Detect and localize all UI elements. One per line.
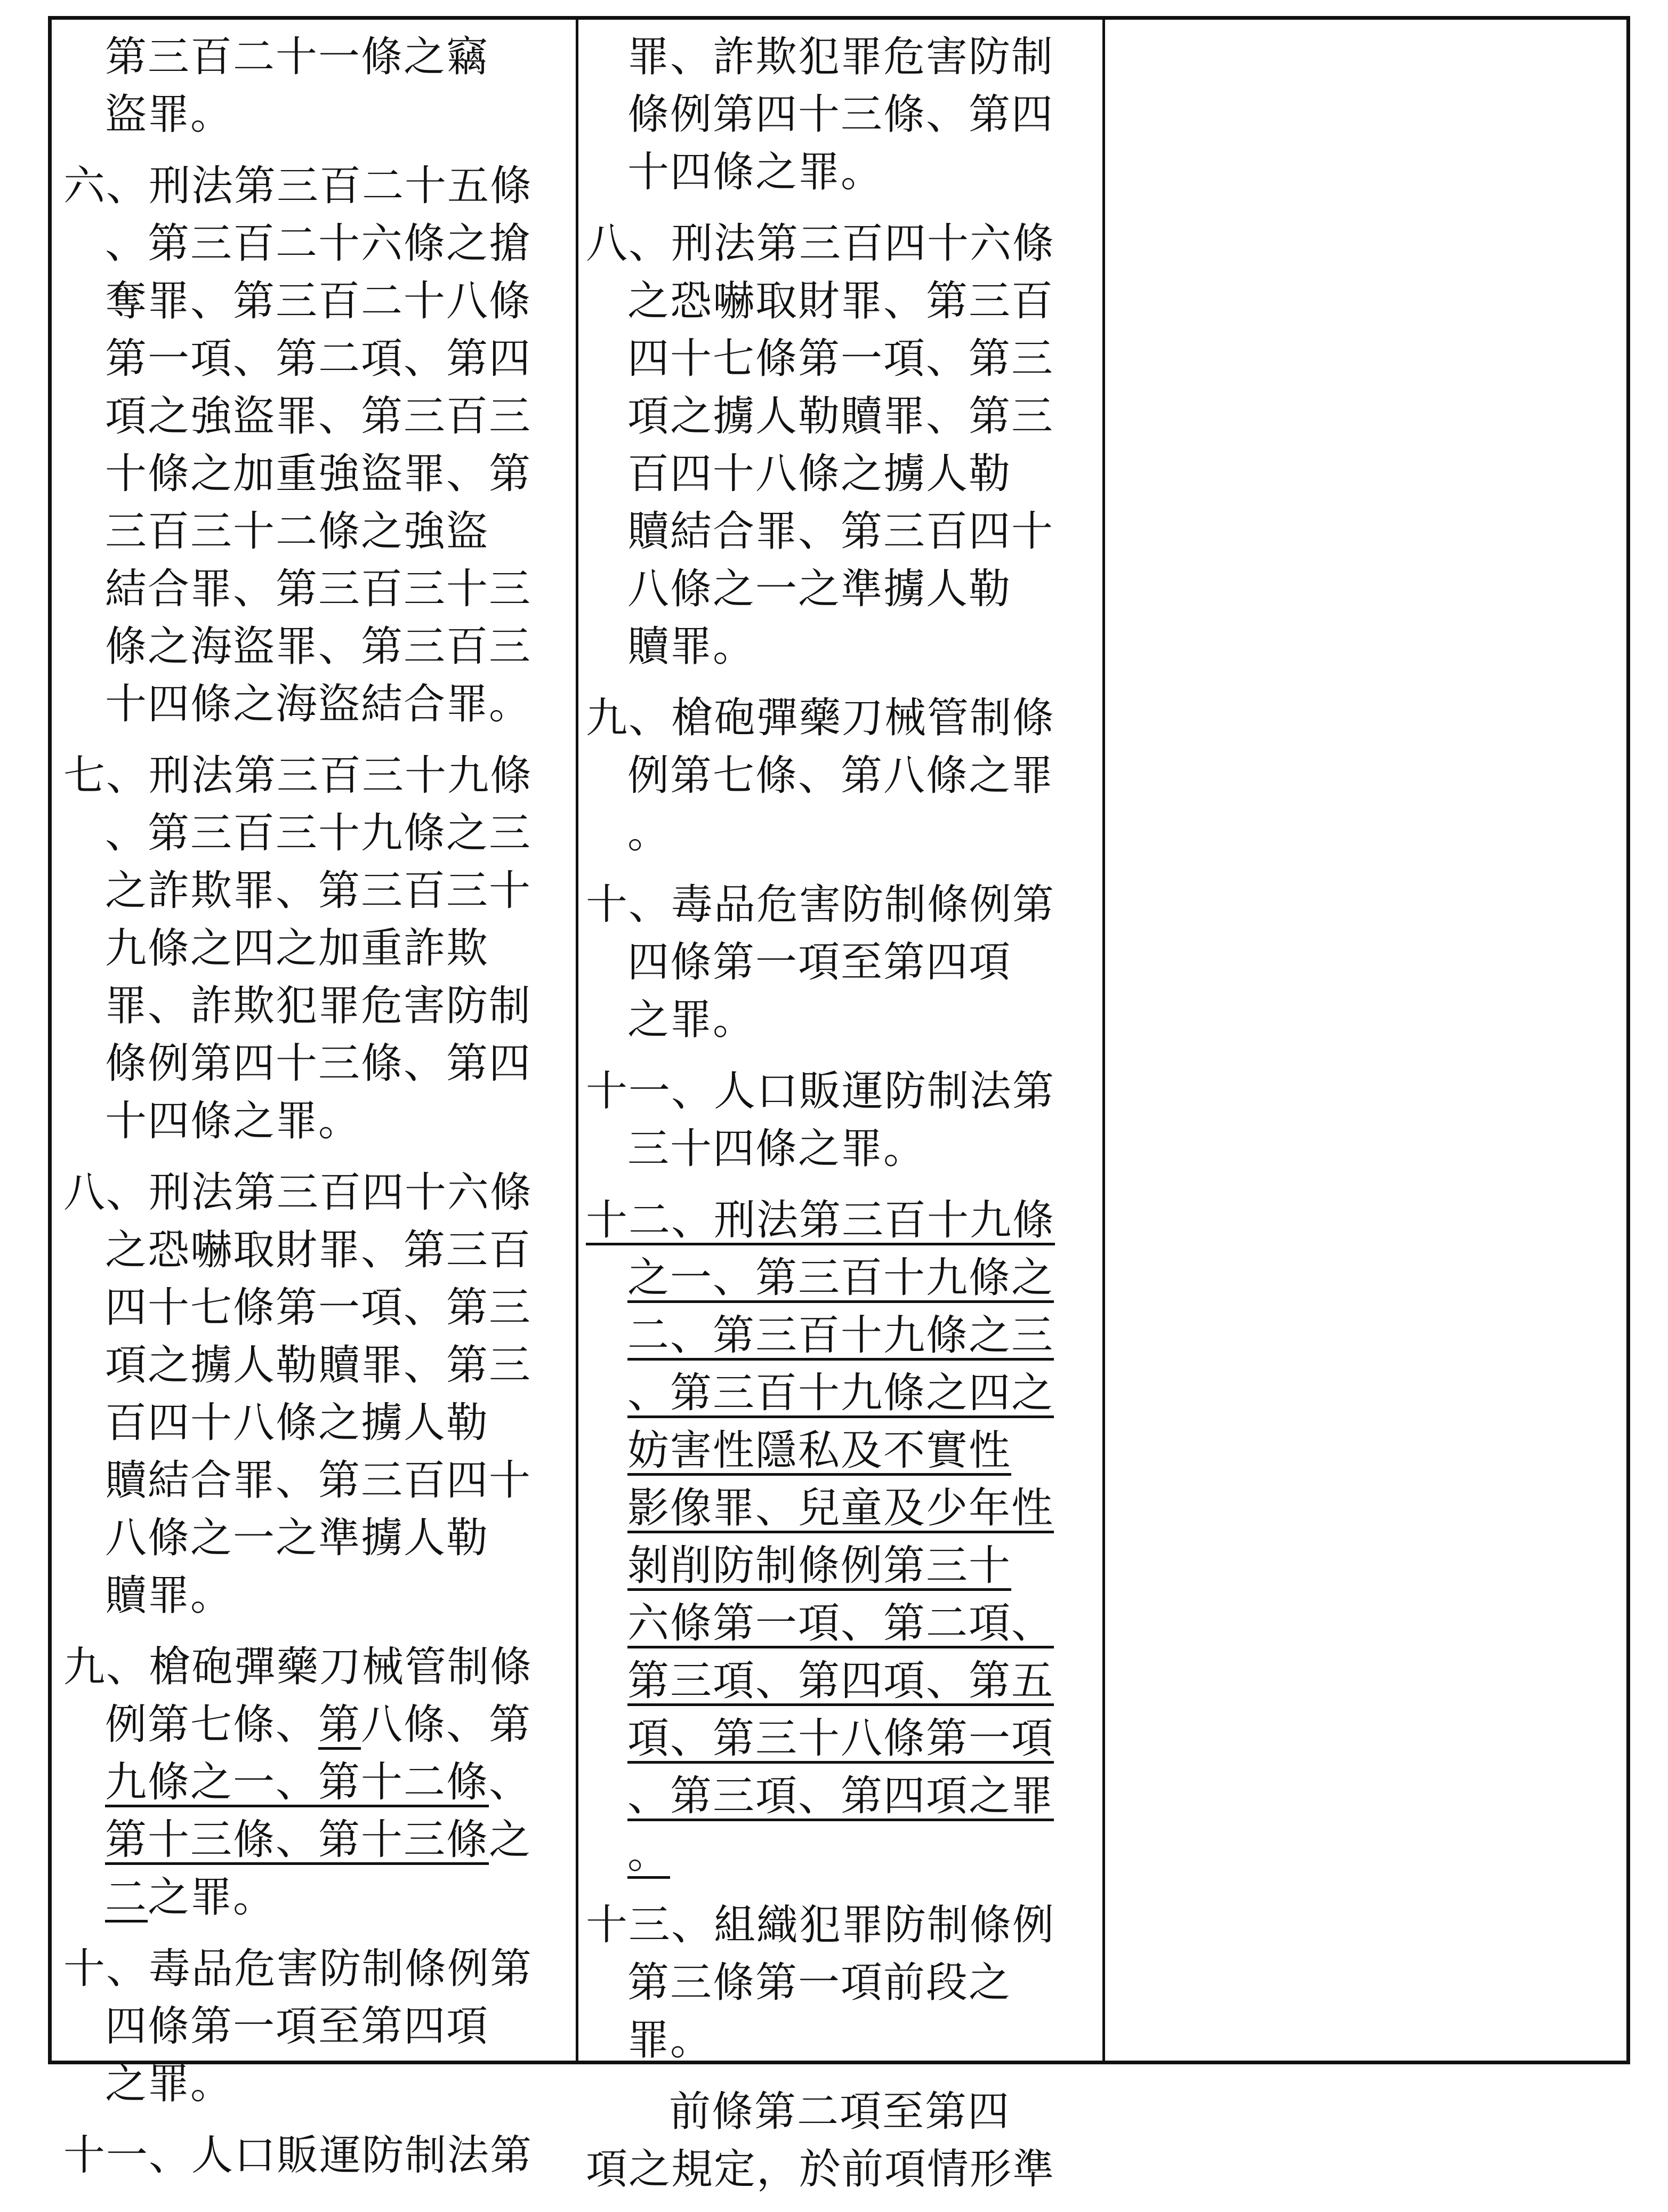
- text-line: 四十七條第一項、第三: [105, 1284, 532, 1332]
- list-item: [105, 28, 499, 143]
- text-line: 項之規定，於前項情形準: [586, 2145, 1055, 2193]
- text-line: 八條之一之準擄人勒: [105, 1514, 489, 1562]
- text-line: 項之擄人勒贖罪、第三: [105, 1341, 532, 1389]
- text-line: [627, 1537, 1022, 1595]
- list-item: [586, 215, 1055, 675]
- text-line: [627, 1710, 1054, 1767]
- text-line: [627, 1652, 1054, 1710]
- list-item: [586, 876, 1055, 1049]
- list-item: [63, 157, 533, 733]
- text-line: [627, 1767, 1054, 1825]
- right-column-empty: [1105, 20, 1626, 2061]
- text-line: [627, 1364, 1054, 1422]
- text-line: 項之強盜罪、第三百三: [105, 392, 532, 440]
- text-line: 結合罪、第三百三十三: [105, 565, 532, 613]
- amended-text: 第: [318, 1701, 361, 1749]
- text-line: 十四條之罪。: [105, 1097, 361, 1145]
- text-line: 項之擄人勒贖罪、第三: [627, 392, 1054, 440]
- text-line: 十、毒品危害防制條例第: [586, 881, 1055, 929]
- middle-column-text: [586, 28, 1055, 2212]
- text-line: 。: [627, 809, 671, 857]
- text-line: 四條第一項至第四項: [105, 2002, 489, 2050]
- text-line: 九、槍砲彈藥刀械管制條: [63, 1643, 533, 1691]
- text-line: 百四十八條之擄人勒: [105, 1399, 489, 1447]
- text-line: 贖結合罪、第三百四十: [105, 1457, 532, 1505]
- text-line: 贖罪。: [627, 623, 756, 671]
- amended-text: 十二、刑法第三百十九條: [586, 1196, 1055, 1244]
- text-line: 例第七條、第八條、第: [105, 1701, 532, 1749]
- text-line: [627, 1307, 1054, 1364]
- list-item: [586, 1896, 1055, 2069]
- text-line: 之恐嚇取財罪、第三百: [627, 277, 1054, 325]
- left-column: [52, 20, 578, 2179]
- text-line: 十一、人口販運防制法第: [586, 1067, 1055, 1115]
- text-line: 罪、詐欺犯罪危害防制: [627, 33, 1054, 81]
- text-line: 八、刑法第三百四十六條: [586, 220, 1055, 268]
- text-line: [627, 1422, 1022, 1479]
- text-line: 八、刑法第三百四十六條: [63, 1169, 533, 1217]
- amended-text: 六條第一項、第二項、: [627, 1599, 1054, 1647]
- text-line: 罪。: [627, 2016, 713, 2064]
- text-line: 第十三條、第十三條之: [105, 1816, 532, 1864]
- text-line: 之罪。: [105, 2060, 233, 2108]
- text-line: 十、毒品危害防制條例第: [63, 1945, 533, 1993]
- amended-text: 二、第三百十九條之三: [627, 1312, 1054, 1360]
- middle-column: [578, 20, 1105, 2193]
- text-line: 四條第一項至第四項: [627, 938, 1012, 986]
- text-line: 二之罪。: [105, 1873, 276, 1921]
- text-line: 六、刑法第三百二十五條: [63, 162, 533, 210]
- list-item: [63, 1164, 533, 1624]
- amended-text: 、第三項、第四項之罪: [627, 1772, 1054, 1820]
- amended-text: 二: [105, 1873, 148, 1921]
- amended-text: 妨害性隱私及不實性: [627, 1427, 1012, 1475]
- text-line: [627, 1825, 1022, 1883]
- text-line: 十三、組織犯罪防制條例: [586, 1901, 1055, 1949]
- text-line: 贖結合罪、第三百四十: [627, 508, 1054, 556]
- amended-text: 九條之一、第十二條: [105, 1758, 489, 1806]
- list-item: [63, 2127, 533, 2184]
- text-line: 盜罪。: [105, 91, 233, 139]
- text-line: [586, 1192, 1055, 1249]
- text-line: 條例第四十三條、第四: [105, 1040, 532, 1088]
- list-item: [586, 689, 1055, 862]
- list-item: [63, 747, 533, 1150]
- text-line: 第三百二十一條之竊: [105, 33, 489, 81]
- text-line: 九、槍砲彈藥刀械管制條: [586, 694, 1055, 742]
- text-line: 之罪。: [627, 996, 756, 1044]
- list-item: [586, 1192, 1055, 1883]
- text-line: 第三條第一項前段之: [627, 1959, 1012, 2007]
- text-line: 贖罪。: [105, 1572, 233, 1620]
- list-item: [63, 1940, 533, 2113]
- amended-text: 之一、第三百十九條之: [627, 1254, 1054, 1302]
- text-line: 條例第四十三條、第四: [627, 91, 1054, 139]
- amended-text: 。: [627, 1830, 671, 1878]
- text-line: 、第三百二十六條之搶: [105, 220, 532, 268]
- text-line: [627, 1479, 1054, 1537]
- text-line: 四十七條第一項、第三: [627, 335, 1054, 383]
- text-line: 奪罪、第三百二十八條: [105, 277, 532, 325]
- text-line: 前條第二項至第四: [669, 2088, 1011, 2136]
- amended-text: 剝削防制條例第三十: [627, 1542, 1012, 1590]
- text-line: 七、刑法第三百三十九條: [63, 752, 533, 800]
- amended-text: 第十三條、第十三條: [105, 1816, 489, 1864]
- amendment-comparison-table: [48, 16, 1630, 2193]
- paragraph: [586, 2083, 1055, 2198]
- text-line: 罪、詐欺犯罪危害防制: [105, 982, 532, 1030]
- list-item: [63, 1638, 533, 1926]
- amended-text: 第三項、第四項、第五: [627, 1657, 1054, 1705]
- text-line: 之詐欺罪、第三百三十: [105, 867, 532, 915]
- text-line: 十四條之海盜結合罪。: [105, 680, 532, 728]
- text-line: 九條之四之加重詐欺: [105, 924, 489, 972]
- text-line: 九條之一、第十二條、: [105, 1758, 532, 1806]
- amended-text: 影像罪、兒童及少年性: [627, 1484, 1054, 1532]
- text-line: 例第七條、第八條之罪: [627, 752, 1054, 800]
- text-line: [627, 1249, 1054, 1307]
- text-line: 第一項、第二項、第四: [105, 335, 532, 383]
- text-line: 十四條之罪。: [627, 148, 884, 196]
- text-line: 十一、人口販運防制法第: [63, 2131, 533, 2179]
- amended-text: 項、第三十八條第一項: [627, 1715, 1054, 1763]
- text-line: 十條之加重強盜罪、第: [105, 450, 532, 498]
- text-line: 、第三百三十九條之三: [105, 809, 532, 857]
- text-line: 百四十八條之擄人勒: [627, 450, 1012, 498]
- list-item: [586, 1063, 1055, 1178]
- left-column-text: [63, 28, 533, 2198]
- text-line: 條之海盜罪、第三百三: [105, 623, 532, 671]
- text-line: [627, 1595, 1054, 1652]
- list-item: [627, 28, 1054, 201]
- text-line: 三百三十二條之強盜: [105, 508, 489, 556]
- amended-text: 、第三百十九條之四之: [627, 1369, 1054, 1417]
- text-line: 之恐嚇取財罪、第三百: [105, 1226, 532, 1274]
- text-line: 三十四條之罪。: [627, 1125, 926, 1173]
- text-line: 八條之一之準擄人勒: [627, 565, 1012, 613]
